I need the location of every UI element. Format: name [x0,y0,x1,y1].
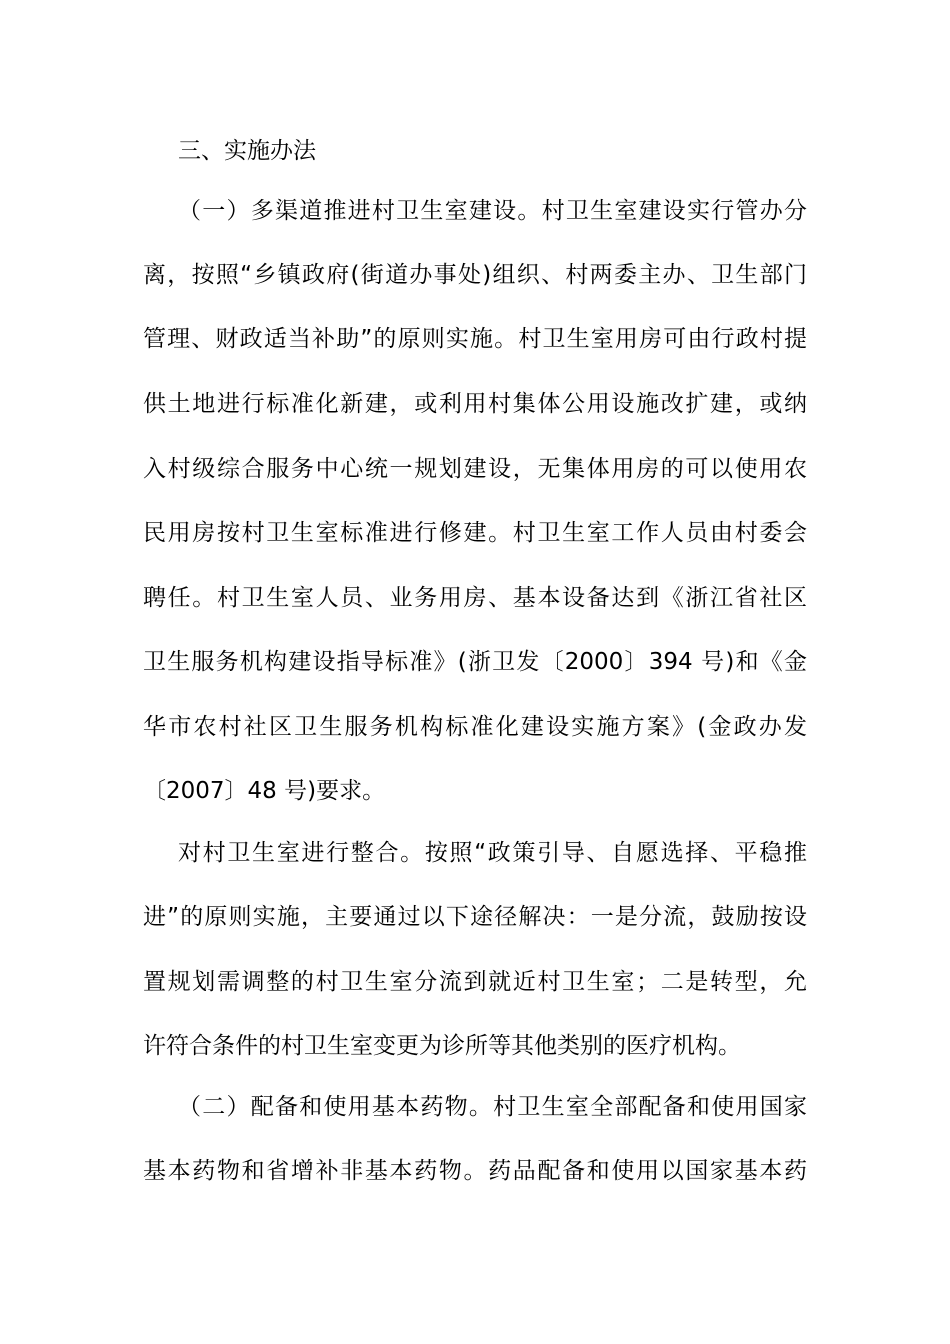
paragraph-2-line-3: 置规划需调整的村卫生室分流到就近村卫生室；二是转型，允 [143,969,807,995]
section-heading: 三、实施办法 [178,138,316,164]
paragraph-2-line-4: 许符合条件的村卫生室变更为诊所等其他类别的医疗机构。 [143,1033,741,1059]
paragraph-2-line-1: 对村卫生室进行整合。按照“政策引导、自愿选择、平稳推 [178,840,807,866]
paragraph-1-line-2: 离，按照“乡镇政府(街道办事处)组织、村两委主办、卫生部门 [143,262,807,288]
paragraph-1-line-3: 管理、财政适当补助”的原则实施。村卫生室用房可由行政村提 [143,326,807,352]
paragraph-1-line-5: 入村级综合服务中心统一规划建设，无集体用房的可以使用农 [143,456,807,482]
paragraph-1-line-4: 供土地进行标准化新建，或利用村集体公用设施改扩建，或纳 [143,391,807,417]
paragraph-1-line-8: 卫生服务机构建设指导标准》(浙卫发〔2000〕394 号)和《金 [143,649,807,675]
paragraph-1-line-9: 华市农村社区卫生服务机构标准化建设实施方案》(金政办发 [143,714,807,740]
paragraph-1-line-7: 聘任。村卫生室人员、业务用房、基本设备达到《浙江省社区 [143,585,807,611]
paragraph-1-line-10: 〔2007〕48 号)要求。 [143,778,386,804]
paragraph-2-line-2: 进”的原则实施，主要通过以下途径解决：一是分流，鼓励按设 [143,904,807,930]
paragraph-3-line-1: （二）配备和使用基本药物。村卫生室全部配备和使用国家 [178,1094,807,1120]
paragraph-1-line-1: （一）多渠道推进村卫生室建设。村卫生室建设实行管办分 [178,198,807,224]
paragraph-3-line-2: 基本药物和省增补非基本药物。药品配备和使用以国家基本药 [143,1158,807,1184]
paragraph-1-line-6: 民用房按村卫生室标准进行修建。村卫生室工作人员由村委会 [143,520,807,546]
